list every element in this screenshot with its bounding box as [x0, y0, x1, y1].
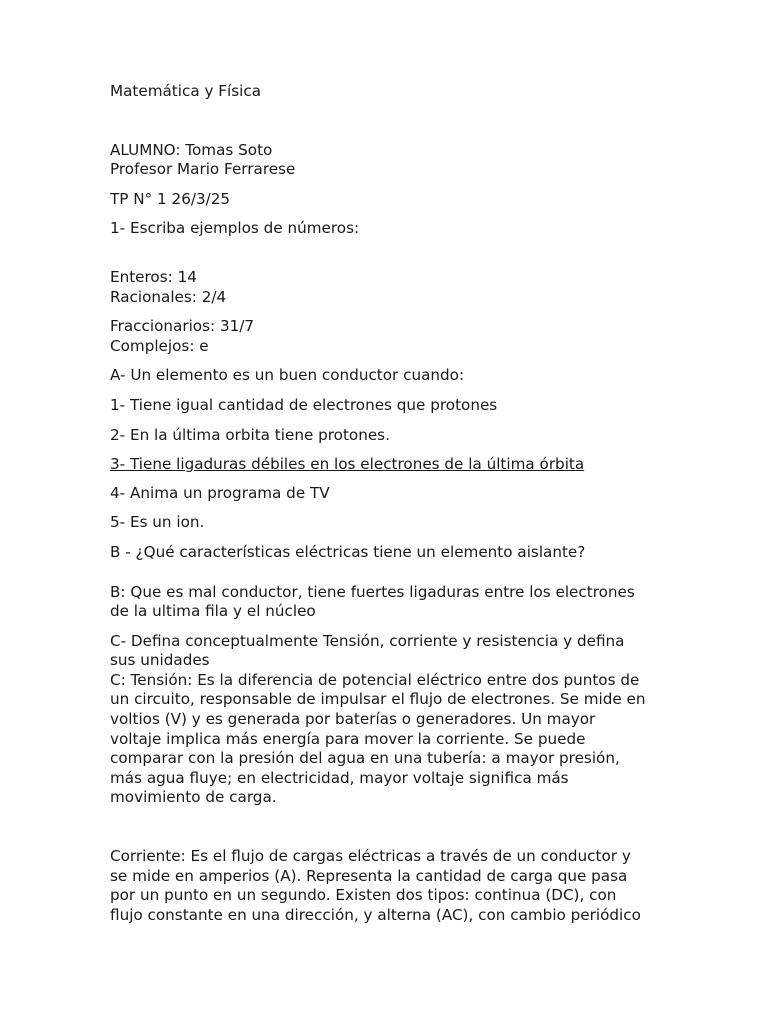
teacher-name: Profesor Mario Ferrarese: [110, 160, 296, 179]
tension-line: C: Tensión: Es la diferencia de potencial eléctrico entre dos puntos de: [110, 670, 640, 689]
answer-enteros: Enteros: 14: [110, 267, 197, 286]
tension-line: voltaje implica más energía para mover la corriente. Se puede: [110, 729, 586, 748]
question-1: 1- Escriba ejemplos de números:: [110, 219, 360, 238]
document-page: [110, 82, 670, 925]
tension-line: un circuito, responsable de impulsar el flujo de electrones. Se mide en: [110, 690, 646, 709]
answer-fraccionarios: Fraccionarios: 31/7: [110, 317, 255, 336]
corriente-line: flujo constante en una dirección, y alterna (AC), con cambio periódico: [110, 905, 641, 924]
question-c-line-2: sus unidades: [110, 651, 210, 670]
option-5: 5- Es un ion.: [110, 513, 205, 532]
tension-line: voltios (V) y es generada por baterías o generadores. Un mayor: [110, 710, 596, 729]
corriente-line: Corriente: Es el flujo de cargas eléctricas a través de un conductor y: [110, 847, 631, 866]
option-4: 4- Anima un programa de TV: [110, 483, 330, 502]
answer-complejos: Complejos: e: [110, 336, 209, 355]
corriente-line: se mide en amperios (A). Representa la cantidad de carga que pasa: [110, 866, 628, 885]
question-a: A- Un elemento es un buen conductor cuando:: [110, 366, 465, 385]
question-b: B - ¿Qué características eléctricas tiene un elemento aislante?: [110, 542, 586, 561]
answer-b-line-2: de la ultima fila y el núcleo: [110, 602, 316, 621]
tension-line: más agua fluye; en electricidad, mayor voltaje significa más: [110, 768, 569, 787]
option-1: 1- Tiene igual cantidad de electrones que protones: [110, 395, 498, 414]
assignment-number: TP N° 1 26/3/25: [110, 189, 231, 208]
tension-line: movimiento de carga.: [110, 788, 277, 807]
tension-line: comparar con la presión del agua en una tubería: a mayor presión,: [110, 749, 620, 768]
student-name: ALUMNO: Tomas Soto: [110, 140, 273, 159]
corriente-line: por un punto en un segundo. Existen dos tipos: continua (DC), con: [110, 886, 617, 905]
subject-heading: Matemática y Física: [110, 82, 262, 100]
question-c-line-1: C- Defina conceptualmente Tensión, corriente y resistencia y defina: [110, 631, 625, 650]
answer-b-line-1: B: Que es mal conductor, tiene fuertes ligaduras entre los electrones: [110, 582, 635, 601]
answer-racionales: Racionales: 2/4: [110, 287, 227, 306]
corriente-paragraph: [110, 847, 670, 925]
tension-paragraph: [110, 671, 670, 808]
option-2: 2- En la última orbita tiene protones.: [110, 425, 390, 444]
option-3-selected: 3- Tiene ligaduras débiles en los electrones de la última órbita: [110, 455, 585, 474]
